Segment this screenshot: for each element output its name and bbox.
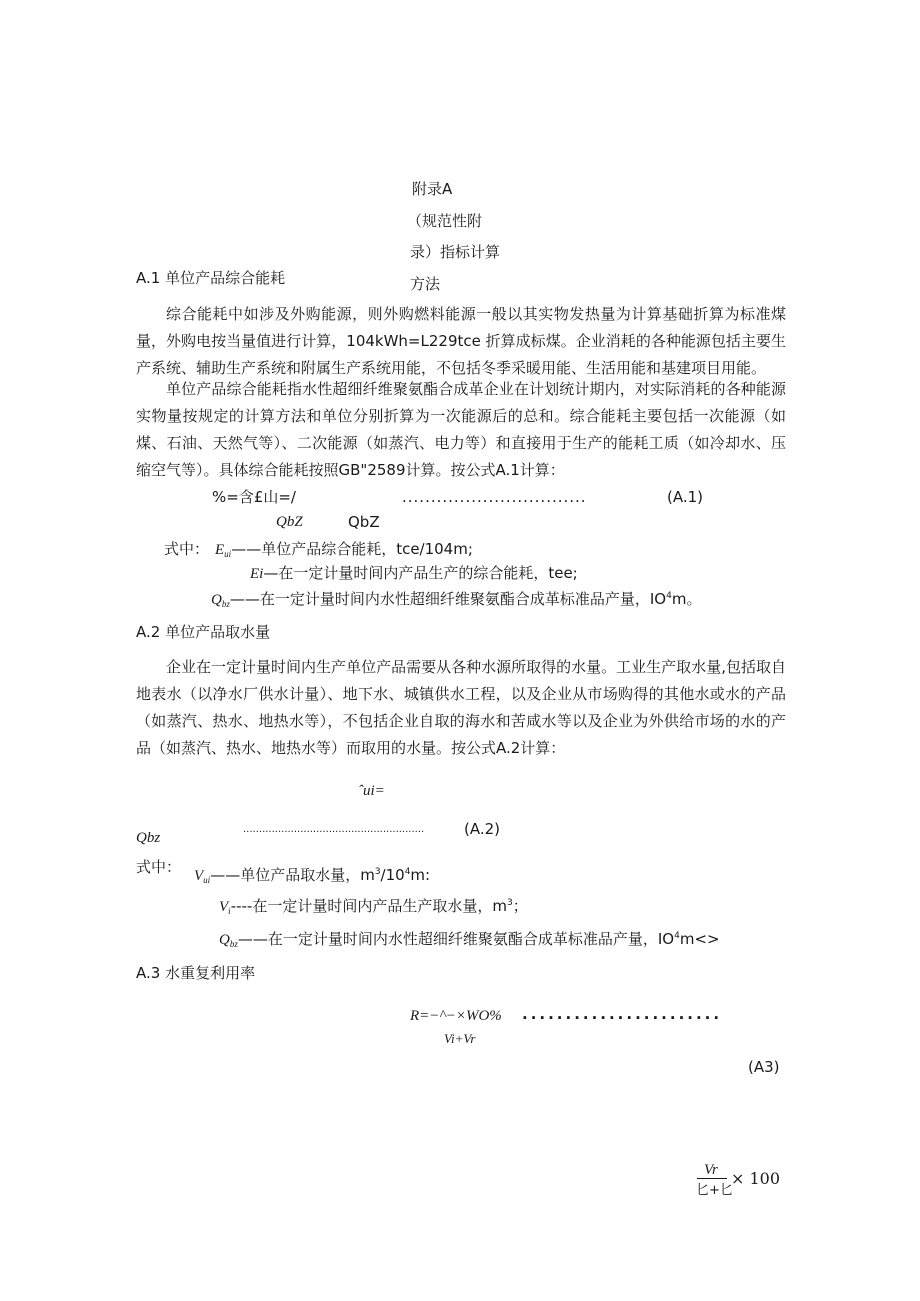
a2-var2-symbol: V: [219, 899, 229, 915]
fraction-multiplier: × 100: [731, 1169, 781, 1188]
formula-a3: R=−^−×WO%: [410, 1008, 502, 1024]
formula-a1-denominator: QbZ: [348, 513, 380, 531]
a1-var1-symbol: E: [215, 542, 225, 558]
appendix-subtitle-3: 方法: [410, 275, 441, 293]
a1-var3-symbol: Q: [211, 592, 222, 608]
formula-a2-left: Qbz: [136, 830, 161, 846]
a1-var2-symbol: Ei: [250, 566, 264, 582]
fraction-denominator: 匕+匕: [696, 1183, 733, 1198]
formula-a3-denominator: Vi+Vr: [444, 1031, 476, 1046]
a2-var3-description-b: m<>: [679, 930, 720, 948]
a2-var1-description-b: ∕10: [380, 866, 405, 884]
a2-var1-subscript: ui: [203, 875, 211, 885]
a1-variable-qbz: [211, 585, 701, 615]
a1-var3-superscript: 4: [666, 591, 672, 601]
a2-var2-superscript: 3: [506, 898, 513, 908]
a1-variable-eui: [215, 538, 473, 565]
a2-variable-vui: [194, 861, 430, 891]
a2-var3-superscript: 4: [674, 931, 680, 941]
appendix-title: 附录A: [412, 180, 453, 198]
a2-var2-description-a: ----在一定计量时间内产品生产取水量，m: [230, 897, 507, 915]
a1-var3-subscript: bz: [221, 599, 230, 609]
formula-a1-number: (A.1): [667, 488, 704, 506]
fraction-bar: [697, 1178, 727, 1179]
formula-a1-denominator-italic: QbZ: [276, 514, 303, 530]
a1-variable-ei: [250, 562, 578, 585]
a2-var1-superscript-1: 3: [374, 867, 381, 877]
a1-where-label: 式中：: [164, 540, 210, 558]
formula-a2-number: (A.2): [464, 820, 501, 838]
a2-var3-symbol: Q: [219, 932, 230, 948]
appendix-subtitle-2: 录）指标计算: [410, 243, 501, 261]
fraction-numerator: Vr: [704, 1162, 718, 1178]
section-a3-title: A.3 水重复利用率: [136, 964, 256, 982]
a2-var1-superscript-2: 4: [404, 867, 411, 877]
appendix-subtitle-1: （规范性附: [407, 212, 483, 230]
formula-a3-number: (A3): [748, 1058, 780, 1076]
formula-a1-leader: ................................: [402, 488, 587, 506]
a2-where-label: 式中：: [136, 858, 182, 876]
formula-a2-top: ˆui=: [358, 783, 385, 799]
a2-var3-subscript: bz: [229, 939, 238, 949]
section-a1-paragraph-1: 综合能耗中如涉及外购能源，则外购燃料能源一般以其实物发热量为计算基础折算为标准煤量，外购电按当量值进行计算，104kWh=L229tce 折算成标煤。企业消耗的各种能源包括主要生产系统、辅助生产系统和附属生产系统用能，不包括冬季采暖用能、生活用能和基建项目用能。: [136, 305, 786, 377]
section-a2-paragraph-1: 企业在一定计量时间内生产单位产品需要从各种水源所取得的水量。工业生产取水量,包括取自地表水（以净水厂供水计量）、地下水、城镇供水工程，以及企业从市场购得的其他水或水的产品（如蒸汽、热水、地热水等），不包括企业自取的海水和苦咸水等以及企业为外供给市场的水的产品（如蒸汽、热水、地热水等）而取用的水量。按公式A.2计算：: [136, 658, 786, 757]
a1-var3-description-a: ——在一定计量时间内水性超细纤维聚氨酯合成革标准品产量，IO: [229, 590, 667, 608]
a1-var1-description: ——单位产品综合能耗，tce∕104m;: [231, 540, 473, 558]
formula-a1: %=含£山=/: [212, 488, 296, 506]
a2-var3-description-a: ——在一定计量时间内水性超细纤维聚氨酯合成革标准品产量，IO: [237, 930, 675, 948]
a2-var2-subscript: i: [228, 906, 231, 916]
formula-a2-leader: .........................................................: [243, 824, 425, 835]
a1-var2-description: —在一定计量时间内产品生产的综合能耗，tee;: [263, 564, 578, 582]
a2-var1-description-c: m:: [410, 866, 431, 884]
a2-variable-qbz: [219, 925, 720, 955]
a2-variable-vi: [219, 892, 528, 922]
section-a1-paragraph-2: 单位产品综合能耗指水性超细纤维聚氨酯合成革企业在计划统计期内，对实际消耗的各种能源实物量按规定的计算方法和单位分别折算为一次能源后的总和。综合能耗主要包括一次能源（如煤、石油、天然气等）、二次能源（如蒸汽、电力等）和直接用于生产的能耗工质（如冷却水、压缩空气等）。具体综合能耗按照GB"2589计算。按公式A.1计算：: [136, 380, 786, 479]
section-a1-title: A.1 单位产品综合能耗: [136, 269, 286, 287]
a2-var1-symbol: V: [194, 868, 204, 884]
section-a2-title: A.2 单位产品取水量: [136, 623, 271, 641]
a1-var1-subscript: ui: [224, 549, 232, 559]
a2-var1-description-a: ——单位产品取水量，m: [210, 866, 375, 884]
formula-a3-leader: .......................: [522, 1005, 723, 1023]
a2-var2-description-b: ；: [512, 897, 528, 915]
a1-var3-description-b: m。: [671, 590, 702, 608]
